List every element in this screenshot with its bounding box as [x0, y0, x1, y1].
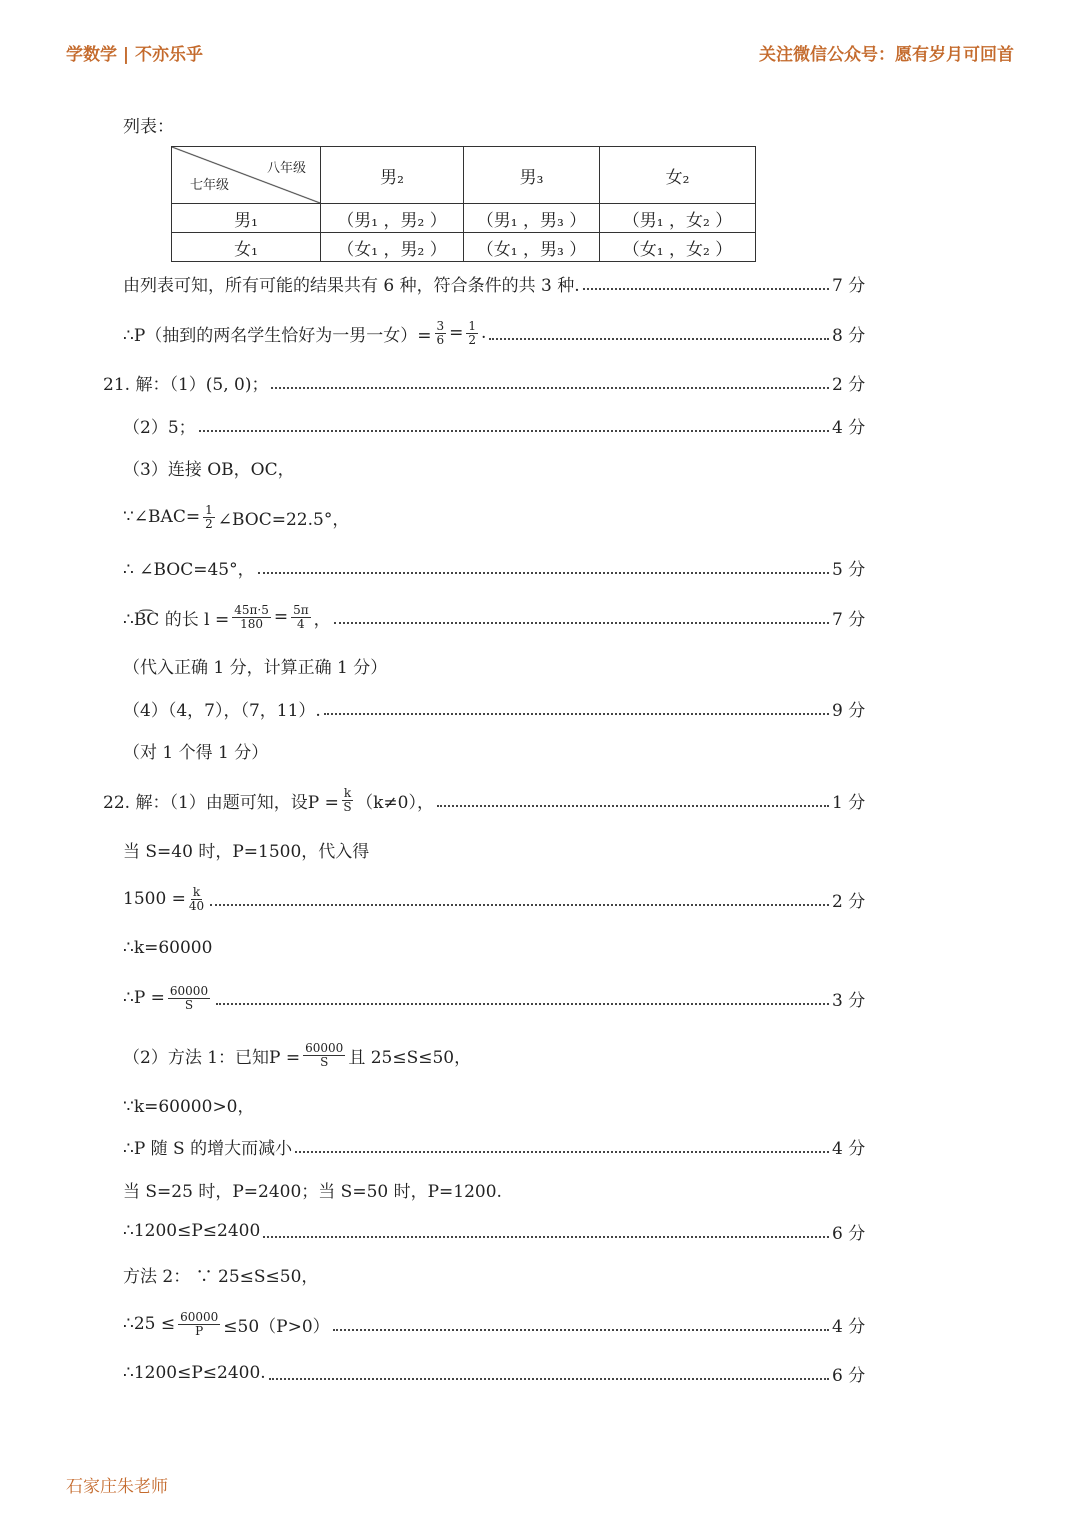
line-text: ∴k=60000	[123, 938, 213, 958]
line-text: 由列表可知，所有可能的结果共有 6 种，符合条件的共 3 种.	[123, 275, 580, 296]
fraction-numerator: 3	[436, 318, 445, 333]
fraction	[189, 886, 204, 913]
fraction-denominator: S	[320, 1054, 329, 1069]
score-label: 4 分	[832, 417, 866, 438]
line-text: （4）（4，7），（7，11）.	[123, 700, 321, 721]
score-label: 4 分	[832, 1138, 866, 1159]
row-header: 男₁	[172, 204, 321, 233]
dot-leader	[258, 572, 829, 574]
row-header: 女₁	[172, 233, 321, 262]
solution-line	[123, 1353, 866, 1393]
dot-leader	[333, 1329, 829, 1331]
table-cell: （女₁ ，男₂ ）	[321, 233, 464, 262]
fraction	[342, 787, 353, 814]
column-header: 男₂	[321, 147, 464, 204]
score-label: 7 分	[832, 609, 866, 630]
dot-leader	[199, 430, 829, 432]
fraction-denominator: 4	[297, 616, 305, 631]
fraction-numerator: 60000	[169, 983, 209, 998]
line-text: （k≠0），	[356, 792, 434, 813]
fraction-denominator: 180	[240, 616, 263, 631]
dot-leader	[437, 805, 829, 807]
fraction-numerator: 5π	[293, 602, 309, 617]
fraction-numerator: 1	[468, 318, 477, 333]
line-text: （2）方法 1：已知P =	[123, 1047, 301, 1068]
score-label: 3 分	[832, 990, 866, 1011]
line-text: 22. 解：（1）由题可知，设P =	[103, 792, 339, 813]
fraction-denominator: S	[343, 799, 352, 814]
table-cell: （男₁ ，女₂ ）	[600, 204, 756, 233]
fraction-denominator: 6	[436, 332, 445, 347]
line-text: （代入正确 1 分，计算正确 1 分）	[123, 657, 388, 678]
table-row	[172, 204, 756, 233]
solution-line	[123, 688, 866, 728]
dot-leader	[271, 387, 829, 389]
line-text: ∴P 随 S 的增大而减小	[123, 1138, 293, 1159]
line-text: （3）连接 OB，OC，	[123, 459, 295, 480]
fraction-numerator: k	[343, 785, 352, 800]
solution-line	[123, 263, 866, 303]
solution-line	[123, 645, 387, 685]
column-header: 男₃	[464, 147, 600, 204]
dot-leader	[216, 1003, 829, 1005]
line-text: ，	[313, 609, 331, 630]
line-text: =	[449, 323, 464, 343]
corner-top: 八年级	[266, 161, 306, 176]
fraction-numerator: 45π·5	[234, 602, 269, 617]
solution-line	[123, 1035, 471, 1075]
line-text: ∴P（抽到的两名学生恰好为一男一女）=	[123, 325, 432, 346]
dot-leader	[324, 713, 829, 715]
dot-leader	[263, 1236, 829, 1238]
score-label: 2 分	[832, 891, 866, 912]
score-label: 2 分	[832, 374, 866, 395]
fraction-denominator: 2	[205, 516, 213, 531]
fraction-denominator: 2	[468, 332, 477, 347]
fraction	[232, 604, 271, 631]
table-cell: （女₁ ，女₂ ）	[600, 233, 756, 262]
corner-bottom: 七年级	[190, 178, 230, 193]
table-row	[172, 233, 756, 262]
line-text: 且 25≤S≤50，	[348, 1047, 472, 1068]
solution-line	[123, 597, 866, 637]
solution-line	[123, 978, 866, 1018]
line-text: 方法 2： ∵ 25≤S≤50，	[123, 1266, 319, 1287]
table-corner	[172, 147, 321, 204]
solution-line	[123, 1169, 502, 1209]
fraction-denominator: P	[195, 1323, 204, 1338]
solution-line	[123, 829, 369, 869]
line-text: （2）5；	[123, 417, 196, 438]
dot-leader	[334, 622, 829, 624]
line-text: =	[273, 607, 289, 627]
fraction	[168, 985, 210, 1012]
score-label: 7 分	[832, 275, 866, 296]
line-text: ∴25 ≤	[123, 1314, 176, 1334]
line-text: ∴1200≤P≤2400.	[123, 1363, 266, 1383]
dot-leader	[583, 288, 829, 290]
header-left: 学数学 | 不亦乐乎	[66, 45, 204, 65]
solution-line	[123, 730, 268, 770]
line-text: .	[481, 323, 487, 343]
solution-line	[103, 780, 866, 820]
score-label: 5 分	[832, 559, 866, 580]
intro-label: 列表：	[123, 116, 174, 137]
solution-line	[123, 1304, 866, 1344]
line-text: 21. 解：（1）(5, 0)；	[103, 374, 269, 395]
fraction-denominator: 40	[188, 898, 205, 913]
score-label: 9 分	[832, 700, 866, 721]
solution-line	[123, 1084, 255, 1124]
fraction	[178, 1311, 220, 1338]
solution-line	[123, 313, 866, 353]
fraction	[303, 1042, 345, 1069]
fraction-numerator: 1	[205, 502, 213, 517]
dot-leader	[210, 904, 829, 906]
dot-leader	[295, 1151, 829, 1153]
fraction	[435, 320, 447, 347]
table-cell: （男₁ ，男₃ ）	[464, 204, 600, 233]
line-text: （对 1 个得 1 分）	[123, 742, 269, 763]
score-label: 1 分	[832, 792, 866, 813]
fraction-numerator: 60000	[180, 1309, 219, 1324]
fraction	[203, 504, 215, 531]
table-cell: （男₁ ，男₂ ）	[321, 204, 464, 233]
line-text: ∴P =	[123, 988, 165, 1008]
fraction-numerator: 60000	[305, 1040, 344, 1055]
header-right: 关注微信公众号：愿有岁月可回首	[759, 45, 1014, 65]
footer-left: 石家庄朱老师	[66, 1477, 168, 1497]
line-text: ∵∠BAC=	[123, 507, 201, 527]
solution-line	[123, 497, 349, 537]
column-header: 女₂	[600, 147, 756, 204]
line-text: ∵k=60000>0，	[123, 1096, 255, 1117]
fraction-numerator: k	[192, 884, 201, 899]
score-label: 6 分	[832, 1365, 866, 1386]
line-text: ≤50（P>0）	[223, 1316, 330, 1337]
solution-line	[123, 1211, 866, 1251]
fraction-denominator: S	[184, 997, 194, 1012]
line-text: 当 S=40 时，P=1500，代入得	[123, 841, 370, 862]
fraction	[466, 320, 478, 347]
solution-line	[103, 362, 866, 402]
fraction	[291, 604, 311, 631]
solution-line	[123, 1126, 866, 1166]
table-cell: （女₁ ，男₃ ）	[464, 233, 600, 262]
line-text: 当 S=25 时，P=2400；当 S=50 时，P=1200.	[123, 1181, 502, 1202]
line-text: ∴B͡C 的长 l =	[123, 609, 230, 630]
dot-leader	[489, 338, 829, 340]
outcome-table	[171, 146, 756, 262]
score-label: 6 分	[832, 1223, 866, 1244]
solution-line	[123, 547, 866, 587]
score-label: 8 分	[832, 325, 866, 346]
solution-line	[123, 879, 866, 919]
solution-line	[123, 1254, 318, 1294]
line-text: ∴1200≤P≤2400	[123, 1221, 261, 1241]
line-text: 1500 =	[123, 889, 186, 909]
solution-line	[123, 928, 212, 968]
score-label: 4 分	[832, 1316, 866, 1337]
solution-line	[123, 405, 866, 445]
line-text: ∠BOC=22.5°，	[217, 509, 350, 530]
solution-line	[123, 447, 295, 487]
line-text: ∴ ∠BOC=45°，	[123, 559, 255, 580]
dot-leader	[269, 1378, 829, 1380]
